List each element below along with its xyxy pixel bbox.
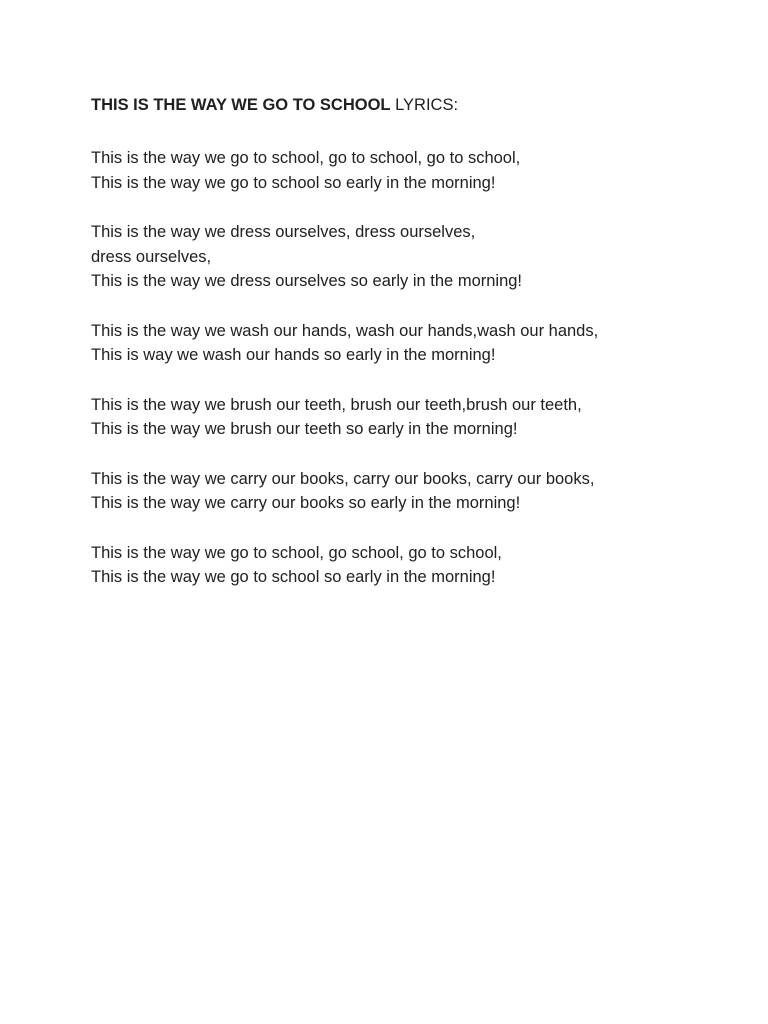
verse [91, 393, 741, 442]
verse [91, 146, 741, 195]
verse [91, 319, 741, 368]
lyric-line: This is the way we go to school so early in the morning! [91, 173, 496, 192]
lyric-line: This is the way we brush our teeth so early in the morning! [91, 420, 518, 438]
lyric-line: This is the way we go to school, go to school, go to school, [91, 149, 521, 167]
lyric-line: This is way we wash our hands so early in the morning! [91, 346, 496, 364]
document-title [91, 93, 741, 117]
document-page [91, 93, 741, 615]
lyric-line: This is the way we dress ourselves so early in the morning! [91, 272, 523, 290]
lyrics-body [91, 146, 741, 590]
lyric-line: This is the way we carry our books so early in the morning! [91, 494, 521, 512]
verse [91, 220, 741, 294]
lyric-line: dress ourselves, [91, 247, 212, 266]
lyric-line: This is the way we go to school, go school, go to school, [91, 543, 502, 562]
verse [91, 467, 741, 516]
lyric-line: This is the way we brush our teeth, brush our teeth,brush our teeth, [91, 395, 582, 414]
lyric-line: This is the way we go to school so early in the morning! [91, 568, 496, 586]
lyric-line: This is the way we wash our hands, wash our hands,wash our hands, [91, 321, 599, 340]
lyric-line: This is the way we dress ourselves, dress ourselves, [91, 223, 476, 241]
verse [91, 541, 741, 590]
title-bold-text: THIS IS THE WAY WE GO TO SCHOOL [91, 96, 391, 114]
lyric-line: This is the way we carry our books, carry our books, carry our books, [91, 469, 595, 488]
title-suffix-text: LYRICS: [390, 96, 459, 114]
